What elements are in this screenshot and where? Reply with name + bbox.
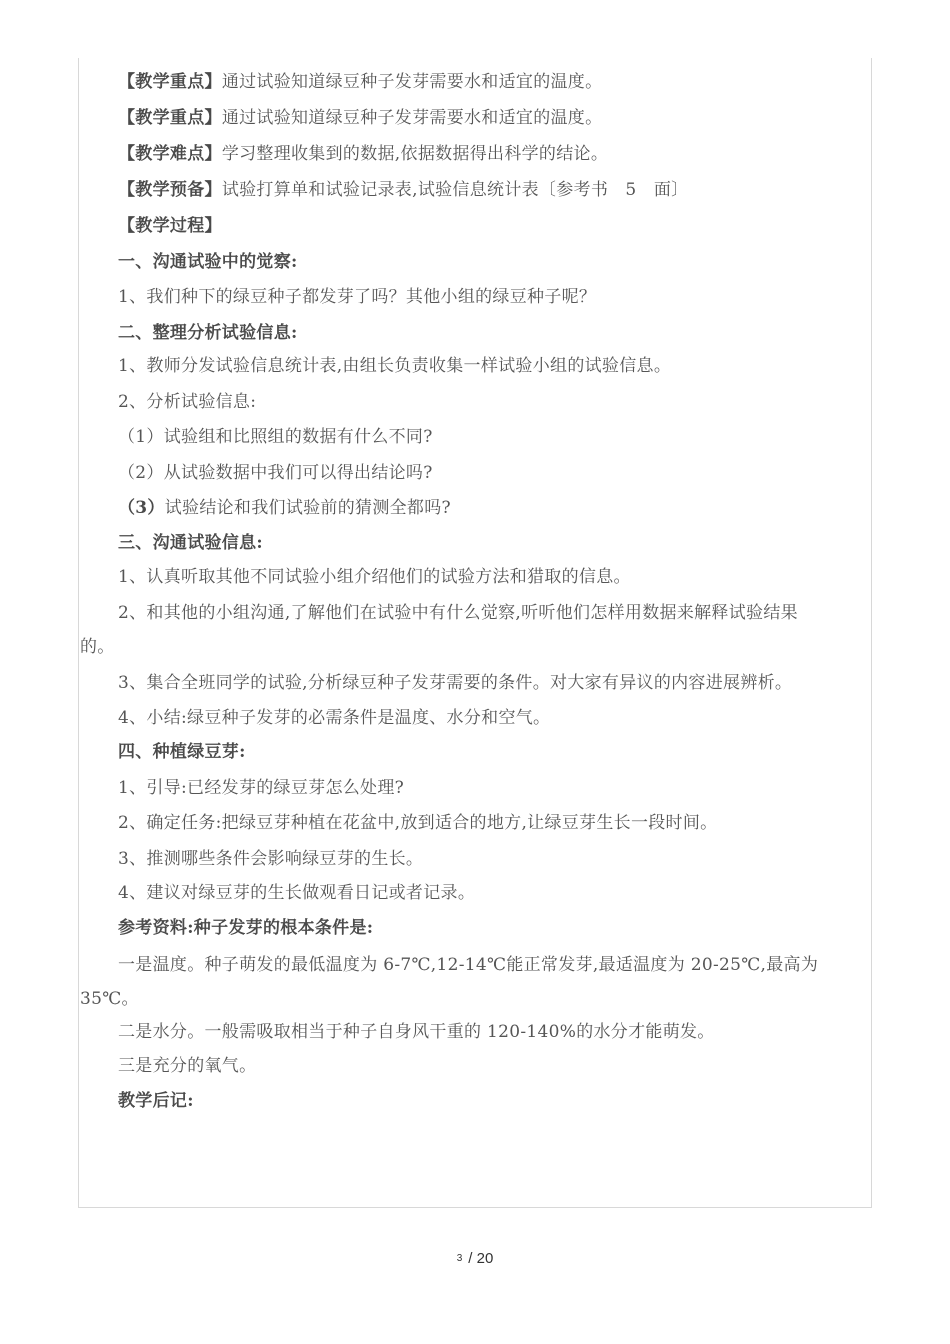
page-total: 20 (476, 1250, 494, 1267)
bold-heading: 【教学重点】 (118, 72, 222, 92)
text-line (80, 1022, 870, 1042)
text-line (80, 180, 870, 200)
line-text: 试验结论和我们试验前的猜测全都吗? (164, 498, 451, 518)
text-line (80, 955, 870, 975)
text-line (80, 216, 870, 236)
text-line (80, 252, 870, 272)
bold-heading: 【教学重点】 (118, 108, 222, 128)
page-number: 3 (456, 1253, 463, 1264)
text-line (80, 144, 870, 164)
text-line (80, 287, 870, 307)
text-line (80, 849, 870, 869)
bold-heading: 一、沟通试验中的觉察: (118, 252, 298, 272)
line-text: 4、建议对绿豆芽的生长做观看日记或者记录。 (118, 883, 476, 903)
text-line (80, 673, 870, 693)
text-line (80, 1056, 870, 1076)
text-line (80, 323, 870, 343)
text-line (80, 533, 870, 553)
line-text: 一是温度。种子萌发的最低温度为 6-7℃,12-14℃能正常发芽,最适温度为 20-25℃,最高为 (118, 955, 819, 975)
text-line (80, 742, 870, 762)
text-line (80, 989, 870, 1009)
text-line (80, 567, 870, 587)
text-line (80, 392, 870, 412)
line-text: 3、推测哪些条件会影响绿豆芽的生长。 (118, 849, 424, 869)
line-text: 2、和其他的小组沟通,了解他们在试验中有什么觉察,听听他们怎样用数据来解释试验结果 (118, 603, 798, 623)
line-text: 3、集合全班同学的试验,分析绿豆种子发芽需要的条件。对大家有异议的内容进展辨析。 (118, 673, 793, 693)
line-text: 通过试验知道绿豆种子发芽需要水和适宜的温度。 (221, 72, 603, 92)
line-text: 2、分析试验信息: (118, 392, 257, 412)
line-text: 35℃。 (80, 989, 139, 1009)
bold-heading: 参考资料:种子发芽的根本条件是: (118, 918, 374, 938)
line-text: 学习整理收集到的数据,依据数据得出科学的结论。 (221, 144, 609, 164)
bold-heading: （3） (118, 498, 165, 518)
line-text: 1、我们种下的绿豆种子都发芽了吗？其他小组的绿豆种子呢？ (118, 287, 597, 307)
text-line (80, 778, 870, 798)
text-line (80, 498, 870, 518)
bold-heading: 四、种植绿豆芽: (118, 742, 246, 762)
line-text: 1、教师分发试验信息统计表,由组长负责收集一样试验小组的试验信息。 (118, 356, 672, 376)
text-line (80, 813, 870, 833)
line-text: 试验打算单和试验记录表,试验信息统计表〔参考书 5 面〕 (221, 180, 689, 200)
bold-heading: 三、沟通试验信息: (118, 533, 263, 553)
text-line (80, 1091, 870, 1111)
text-line (80, 883, 870, 903)
text-line (80, 427, 870, 447)
line-text: 二是水分。一般需吸取相当于种子自身风干重的 120-140%的水分才能萌发。 (118, 1022, 715, 1042)
text-line (80, 918, 870, 938)
line-text: 4、小结:绿豆种子发芽的必需条件是温度、水分和空气。 (118, 708, 551, 728)
line-text: 通过试验知道绿豆种子发芽需要水和适宜的温度。 (221, 108, 603, 128)
bold-heading: 二、整理分析试验信息: (118, 323, 298, 343)
line-text: 三是充分的氧气。 (118, 1056, 257, 1076)
page-footer (0, 1250, 950, 1267)
text-line (80, 463, 870, 483)
text-line (80, 72, 870, 92)
line-text: 2、确定任务:把绿豆芽种植在花盆中,放到适合的地方,让绿豆芽生长一段时间。 (118, 813, 718, 833)
line-text: （2）从试验数据中我们可以得出结论吗? (118, 463, 433, 483)
text-line (80, 108, 870, 128)
line-text: 的。 (80, 637, 115, 657)
line-text: 1、引导:已经发芽的绿豆芽怎么处理? (118, 778, 405, 798)
bold-heading: 教学后记: (118, 1091, 194, 1111)
text-line (80, 356, 870, 376)
bold-heading: 【教学预备】 (118, 180, 222, 200)
bold-heading: 【教学过程】 (118, 216, 222, 236)
line-text: （1）试验组和比照组的数据有什么不同? (118, 427, 433, 447)
page-separator: / (468, 1250, 473, 1267)
text-line (80, 708, 870, 728)
text-line (80, 637, 870, 657)
text-line (80, 603, 870, 623)
line-text: 1、认真听取其他不同试验小组介绍他们的试验方法和猎取的信息。 (118, 567, 631, 587)
bold-heading: 【教学难点】 (118, 144, 222, 164)
